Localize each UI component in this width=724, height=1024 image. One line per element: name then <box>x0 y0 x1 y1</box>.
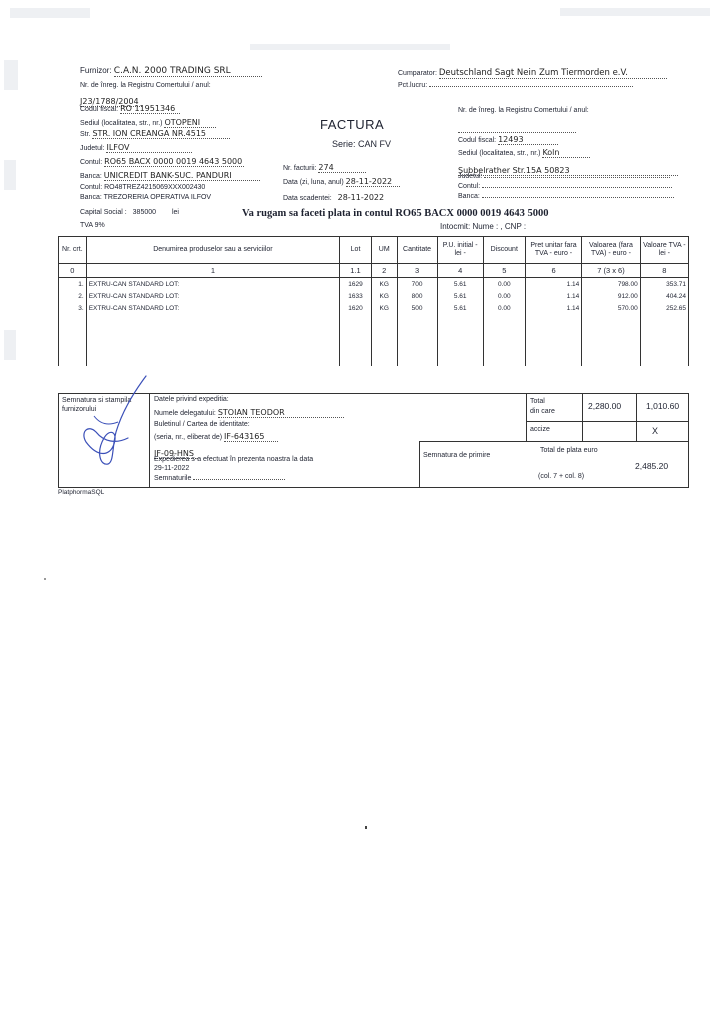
invoice-number: 274 <box>318 163 366 173</box>
row-vat: 353.71 <box>640 278 688 291</box>
row-value: 570.00 <box>582 302 640 314</box>
shipped-date: 29-11-2022 <box>154 465 190 472</box>
row-price: 1.14 <box>525 290 581 302</box>
supplier-county-line: Judetul: ILFOV <box>80 143 192 153</box>
row-um: KG <box>371 290 397 302</box>
table-row <box>59 302 689 314</box>
supplier-reg-label: Nr. de înreg. la Registru Comertului / anul: <box>80 82 211 89</box>
invoice-title: FACTURA <box>320 117 385 132</box>
accize-label: accize <box>530 426 550 433</box>
row-qty: 700 <box>397 278 437 291</box>
header-lot: Lot <box>340 237 372 264</box>
buyer-cf-line: Codul fiscal: 12493 <box>458 135 558 145</box>
receipt-signature-label: Semnatura de primire <box>423 452 491 459</box>
ghost-mark <box>4 330 16 360</box>
row-discount: 0.00 <box>483 290 525 302</box>
signatures-line: Semnaturile <box>154 475 285 482</box>
supplier-name: C.A.N. 2000 TRADING SRL <box>114 66 262 77</box>
row-qty: 500 <box>397 302 437 314</box>
index-cell: 4 <box>437 264 483 278</box>
header-qty: Cantitate <box>397 237 437 264</box>
index-cell: 1.1 <box>340 264 372 278</box>
index-cell: 5 <box>483 264 525 278</box>
buyer-bank-line: Banca: <box>458 193 674 200</box>
buyer-account-line: Contul: <box>458 183 672 190</box>
buyer-street: Subbelrather Str.15A 50823 <box>458 166 678 176</box>
total-value: 2,280.00 <box>588 401 622 411</box>
row-nr: 3. <box>59 302 87 314</box>
speck <box>365 826 367 829</box>
delegate-name: STOIAN TEODOR <box>218 408 344 418</box>
speck <box>44 578 46 580</box>
ghost-mark <box>250 44 450 50</box>
supplier-seat-line: Sediul (localitatea, str., nr.) OTOPENI <box>80 118 216 128</box>
supplier-bank2: Banca: TREZORERIA OPERATIVA ILFOV <box>80 194 212 201</box>
table-row <box>59 290 689 302</box>
row-um: KG <box>371 302 397 314</box>
ghost-mark <box>4 160 16 190</box>
supplier-county: ILFOV <box>106 143 192 153</box>
header-price: Pret unitar fara TVA - euro - <box>525 237 581 264</box>
invoice-number-line: Nr. facturii: 274 <box>283 163 366 173</box>
buyer-reg-label: Nr. de înreg. la Registru Comertului / anul: <box>458 107 589 114</box>
row-value: 798.00 <box>582 278 640 291</box>
din-care-label: din care <box>530 408 555 415</box>
software-name: PlatphormaSQL <box>58 489 105 496</box>
divider <box>526 393 527 441</box>
header-nr: Nr. crt. <box>59 237 87 264</box>
id-value: IF-643165 <box>224 432 278 442</box>
row-price: 1.14 <box>525 302 581 314</box>
divider <box>526 421 689 422</box>
total-pay-value: 2,485.20 <box>635 461 669 471</box>
divider <box>582 393 583 441</box>
row-qty: 800 <box>397 290 437 302</box>
index-cell: 7 (3 x 6) <box>582 264 640 278</box>
delegate-line: Numele delegatului: STOIAN TEODOR <box>154 408 344 418</box>
index-cell: 6 <box>525 264 581 278</box>
supplier-name-line: Furnizor: C.A.N. 2000 TRADING SRL <box>80 66 262 77</box>
index-cell: 3 <box>397 264 437 278</box>
invoice-due: 28-11-2022 <box>337 193 385 202</box>
row-price: 1.14 <box>525 278 581 291</box>
table-header-row <box>59 237 689 264</box>
invoice-date: 28-11-2022 <box>346 177 400 187</box>
table-index-row <box>59 264 689 278</box>
header-value: Valoarea (fara TVA) - euro - <box>582 237 640 264</box>
row-pu: 5.61 <box>437 278 483 291</box>
intocmit: Intocmit: Nume : , CNP : <box>440 222 527 231</box>
header-um: UM <box>371 237 397 264</box>
row-discount: 0.00 <box>483 278 525 291</box>
row-lot: 1629 <box>340 278 372 291</box>
expedition-title: Datele privind expeditia: <box>154 396 229 403</box>
supplier-street-line: Str. STR. ION CREANGA NR.4515 <box>80 129 230 139</box>
row-lot: 1633 <box>340 290 372 302</box>
buyer-county-line: Judetul: <box>458 173 670 180</box>
invoice-due-line: Data scadentei: 28-11-2022 <box>283 193 385 202</box>
supplier-account2: Contul: RO48TREZ4215069XXX002430 <box>80 184 206 191</box>
supplier-bank-line: Banca: UNICREDIT BANK-SUC. PANDURI <box>80 171 260 181</box>
header-name: Denumirea produselor sau a serviciilor <box>86 237 339 264</box>
supplier-signature-label: Semnatura si stampila furnizorului <box>62 397 132 413</box>
supplier-account-line: Contul: RO65 BACX 0000 0019 4643 5000 <box>80 157 243 166</box>
table-filler <box>59 314 689 366</box>
divider <box>419 441 420 488</box>
row-name: EXTRU-CAN STANDARD LOT: <box>86 302 339 314</box>
buyer-seat: Koln <box>542 148 590 158</box>
supplier-reg-value: J23/1788/2004 <box>80 91 142 109</box>
buyer-name: Deutschland Sagt Nein Zum Tiermorden e.V. <box>439 68 667 79</box>
row-name: EXTRU-CAN STANDARD LOT: <box>86 278 339 291</box>
row-nr: 1. <box>59 278 87 291</box>
index-cell: 1 <box>86 264 339 278</box>
total-pay-label: Total de plata euro <box>540 447 598 454</box>
ghost-mark <box>10 8 90 18</box>
supplier-account: RO65 BACX 0000 0019 4643 5000 <box>104 157 243 166</box>
total-pay-formula: (col. 7 + col. 8) <box>538 473 585 480</box>
supplier-street: STR. ION CREANGA NR.4515 <box>92 129 230 139</box>
ghost-mark <box>4 60 18 90</box>
payment-note: Va rugam sa faceti plata in contul RO65 BACX 0000 0019 4643 5000 <box>242 208 549 219</box>
header-pu: P.U. initial - lei - <box>437 237 483 264</box>
header-discount: Discount <box>483 237 525 264</box>
row-nr: 2. <box>59 290 87 302</box>
row-pu: 5.61 <box>437 302 483 314</box>
divider <box>636 393 637 441</box>
invoice-date-line: Data (zi, luna, anul) 28-11-2022 <box>283 177 400 187</box>
items-table <box>58 236 689 366</box>
buyer-cf: 12493 <box>498 135 558 145</box>
index-cell: 0 <box>59 264 87 278</box>
row-pu: 5.61 <box>437 290 483 302</box>
total-vat: 1,010.60 <box>646 401 680 411</box>
vehicle-value: IF-09-HNS <box>154 449 198 459</box>
row-vat: 252.65 <box>640 302 688 314</box>
row-lot: 1620 <box>340 302 372 314</box>
supplier-seat: OTOPENI <box>164 118 216 128</box>
row-vat: 404.24 <box>640 290 688 302</box>
supplier-bank: UNICREDIT BANK-SUC. PANDURI <box>104 171 260 181</box>
buyer-name-line: Cumparator: Deutschland Sagt Nein Zum Tiermorden e.V. <box>398 68 667 79</box>
supplier-vat: TVA 9% <box>80 222 105 229</box>
invoice-series: Serie: CAN FV <box>332 139 392 149</box>
supplier-capital-line: Capital Social : 385000 lei <box>80 209 179 216</box>
row-value: 912.00 <box>582 290 640 302</box>
supplier-cf: RO 11951346 <box>120 104 180 114</box>
ghost-mark <box>560 8 710 16</box>
divider <box>419 441 689 442</box>
buyer-seat-line: Sediul (localitatea, str., nr.) Koln <box>458 148 590 158</box>
total-label: Total <box>530 398 545 405</box>
index-cell: 8 <box>640 264 688 278</box>
shipped-text: Expedierea s-a efectuat în prezenta noastra la data <box>154 456 314 463</box>
header-vat: Valoare TVA - lei - <box>640 237 688 264</box>
id-label: Buletinul / Cartea de identitate: <box>154 421 250 428</box>
row-um: KG <box>371 278 397 291</box>
row-discount: 0.00 <box>483 302 525 314</box>
accize-value: X <box>652 426 659 436</box>
index-cell: 2 <box>371 264 397 278</box>
signature-image <box>74 372 154 472</box>
buyer-pct-line: Pct.lucru: <box>398 82 633 89</box>
row-name: EXTRU-CAN STANDARD LOT: <box>86 290 339 302</box>
id-line: (seria, nr., eliberat de) IF-643165 <box>154 432 278 442</box>
table-row <box>59 278 689 291</box>
supplier-cf-line: Codul fiscal: RO 11951346 <box>80 104 180 114</box>
